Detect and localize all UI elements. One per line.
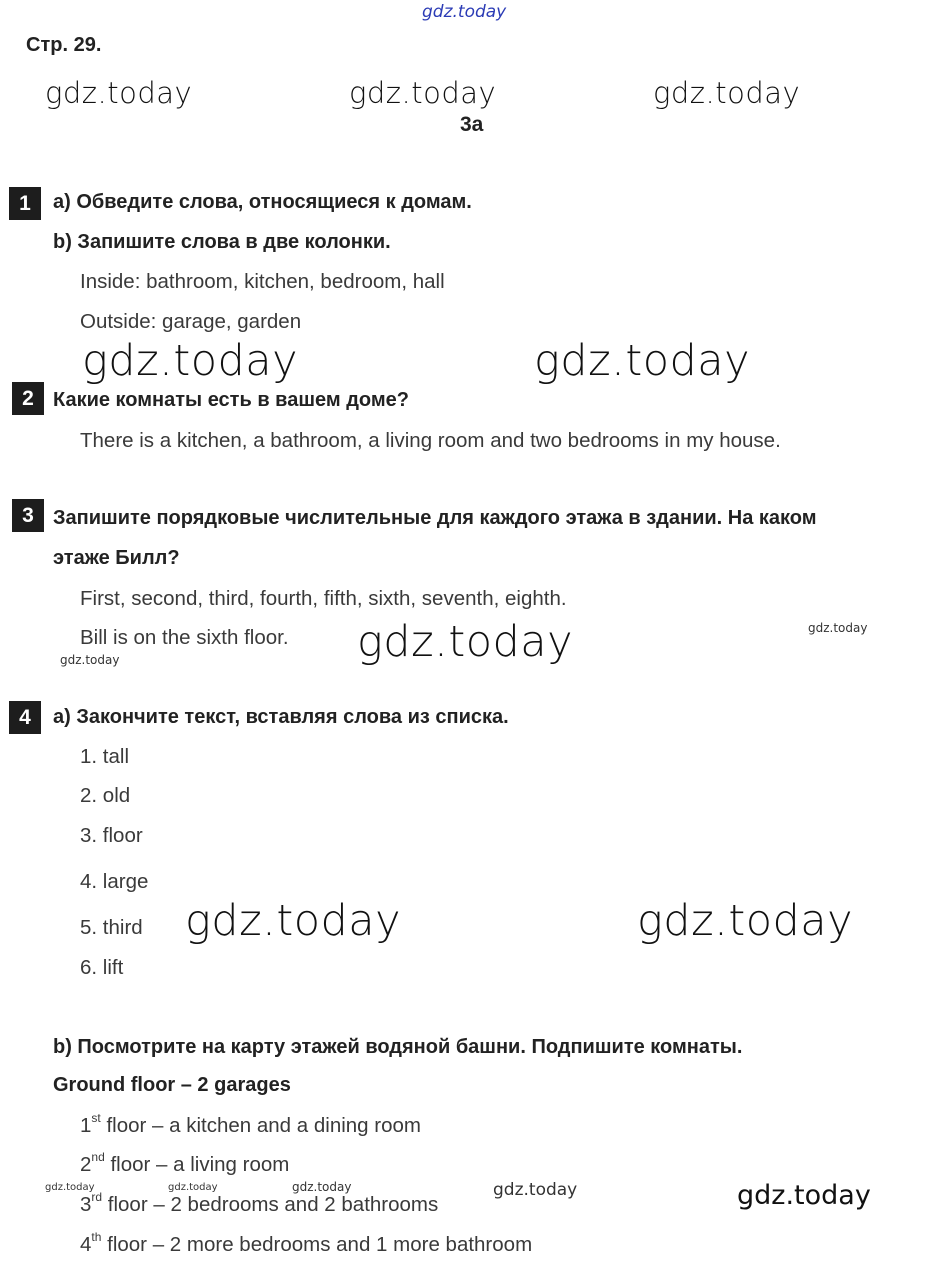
task-4b-floor-line: 4th floor – 2 more bedrooms and 1 more bathroom [80,1230,533,1256]
watermark: gdz.today [82,336,299,386]
task-4a-list-item: 5. third [80,916,143,939]
task-number-2: 2 [12,382,44,415]
task-4a-list-item: 6. lift [80,956,124,979]
task-1a-instruction: a) Обведите слова, относящиеся к домам. [53,191,472,213]
task-4a-list-item: 1. tall [80,745,129,768]
watermark: gdz.today [349,76,497,110]
watermark-top: gdz.today [422,2,507,22]
watermark: gdz.today [292,1180,352,1194]
task-1-answer-inside: Inside: bathroom, kitchen, bedroom, hall [80,270,445,293]
task-number-1: 1 [9,187,41,220]
task-number-3: 3 [12,499,44,532]
task-4b-floor-line: 3rd floor – 2 bedrooms and 2 bathrooms [80,1190,439,1216]
watermark: gdz.today [637,896,854,946]
watermark: gdz.today [45,76,193,110]
task-3-answer-bill: Bill is on the sixth floor. [80,626,289,649]
task-number-4: 4 [9,701,41,734]
watermark: gdz.today [60,653,120,667]
watermark: gdz.today [808,621,868,635]
watermark: gdz.today [534,336,751,386]
task-2-instruction: Какие комнаты есть в вашем доме? [53,389,409,411]
watermark: gdz.today [737,1180,871,1211]
task-4b-instruction: b) Посмотрите на карту этажей водяной башни. Подпишите комнаты. [53,1036,743,1058]
task-4a-list-item: 2. old [80,784,131,807]
watermark: gdz.today [185,896,402,946]
watermark: gdz.today [653,76,801,110]
task-4a-instruction: a) Закончите текст, вставляя слова из списка. [53,706,509,728]
task-4a-list-item: 3. floor [80,824,143,847]
watermark: gdz.today [168,1182,218,1193]
task-4b-floor-line: 1st floor – a kitchen and a dining room [80,1111,421,1137]
task-1b-instruction: b) Запишите слова в две колонки. [53,231,391,253]
task-3-instruction-line2: этаже Билл? [53,547,180,569]
unit-title: 3a [460,113,484,136]
task-4a-list-item: 4. large [80,870,149,893]
task-4b-ground-floor: Ground floor – 2 garages [53,1074,291,1096]
task-3-answer-ordinals: First, second, third, fourth, fifth, sixth, seventh, eighth. [80,587,567,610]
task-4b-floor-line: 2nd floor – a living room [80,1150,290,1176]
task-1-answer-outside: Outside: garage, garden [80,310,302,333]
task-2-answer: There is a kitchen, a bathroom, a living room and two bedrooms in my house. [80,429,781,452]
watermark: gdz.today [493,1180,578,1200]
watermark: gdz.today [45,1182,95,1193]
task-3-instruction-line1: Запишите порядковые числительные для каждого этажа в здании. На каком [53,507,817,529]
watermark: gdz.today [357,617,574,667]
page-label: Стр. 29. [26,34,102,56]
